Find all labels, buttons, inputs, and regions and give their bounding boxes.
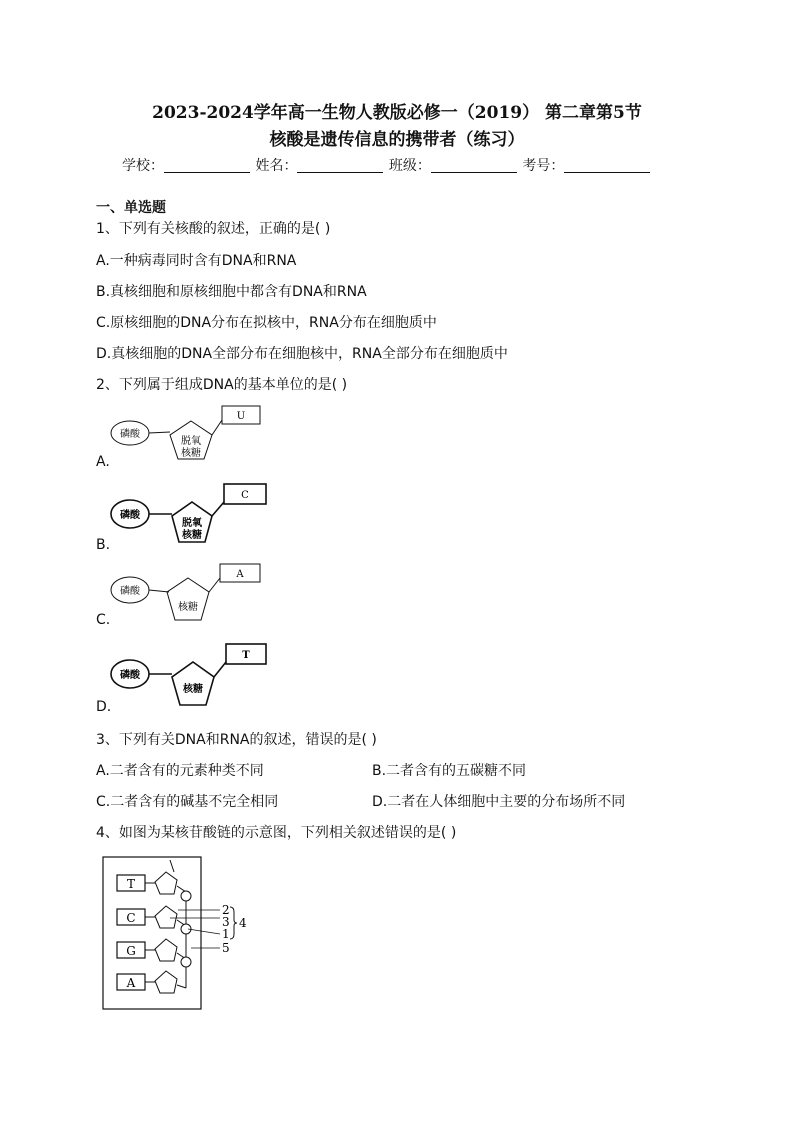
q2-option-a-label: A. [96, 454, 110, 470]
base-label: A [236, 569, 244, 580]
q3-option-c: C.二者含有的碱基不完全相同 [96, 794, 279, 810]
q1-option-b: B.真核细胞和原核细胞中都含有DNA和RNA [96, 284, 367, 300]
sugar-label-1: 核糖 [178, 602, 198, 613]
q1-stem: 1、下列有关核酸的叙述，正确的是( ) [96, 221, 331, 237]
sugar-label-2: 核糖 [182, 530, 202, 541]
section-title: 一、单选题 [96, 200, 166, 216]
q4-nucleotide-chain-figure [100, 852, 260, 1012]
exam-no-label: 考号： [522, 158, 565, 174]
q2-option-c-nucleotide [108, 562, 268, 626]
q3-option-a: A.二者含有的元素种类不同 [96, 763, 264, 779]
phosphate-label: 磷酸 [120, 510, 140, 521]
q2-option-d-label: D. [96, 699, 112, 715]
q2-option-b-nucleotide [108, 482, 272, 548]
name-label: 姓名： [255, 158, 298, 174]
exam-no-blank[interactable] [564, 158, 650, 173]
sugar-label-2: 核糖 [181, 448, 201, 459]
label-4: 4 [239, 916, 247, 930]
q1-option-d: D.真核细胞的DNA全部分布在细胞核中，RNA全部分布在细胞质中 [96, 346, 508, 362]
sugar-label-1: 核糖 [183, 684, 203, 695]
base-label: A [126, 976, 136, 990]
label-5: 5 [222, 941, 230, 955]
base-label: U [236, 411, 246, 422]
q2-option-c-label: C. [96, 612, 111, 628]
q4-stem: 4、如图为某核苷酸链的示意图，下列相关叙述错误的是( ) [96, 825, 457, 841]
sugar-label-1: 脱氧 [182, 518, 202, 529]
brace [230, 907, 237, 939]
base-label: C [241, 490, 249, 501]
q3-option-b: B.二者含有的五碳糖不同 [372, 763, 527, 779]
student-info-row [122, 155, 651, 175]
school-label: 学校： [122, 158, 164, 174]
base-label: C [126, 911, 136, 925]
label-1: 1 [222, 927, 230, 941]
sugar-label-1: 脱氧 [181, 436, 201, 447]
school-blank[interactable] [164, 158, 250, 173]
sugar-shape [155, 906, 177, 928]
q3-option-d: D.二者在人体细胞中主要的分布场所不同 [372, 794, 626, 810]
q1-option-c: C.原核细胞的DNA分布在拟核中，RNA分布在细胞质中 [96, 315, 437, 331]
phosphate-label: 磷酸 [120, 586, 140, 597]
phosphate-circle [181, 891, 191, 901]
base-label: G [126, 944, 136, 958]
phosphate-label: 磷酸 [120, 429, 140, 440]
label-3: 3 [222, 915, 230, 929]
title-line-1: 2023-2024学年高一生物人教版必修一（2019） 第二章第5节 [152, 103, 642, 123]
phosphate-circle [181, 957, 191, 967]
q2-option-d-nucleotide [108, 640, 272, 710]
sugar-shape [155, 971, 177, 993]
q3-stem: 3、下列有关DNA和RNA的叙述，错误的是( ) [96, 732, 377, 748]
q1-option-a: A.一种病毒同时含有DNA和RNA [96, 253, 297, 269]
sugar-shape [155, 872, 177, 894]
q2-stem: 2、下列属于组成DNA的基本单位的是( ) [96, 377, 348, 393]
label-2: 2 [222, 903, 230, 917]
q2-option-b-label: B. [96, 537, 111, 553]
name-blank[interactable] [297, 158, 383, 173]
title-line-2: 核酸是遗传信息的携带者（练习） [269, 130, 525, 150]
sugar-shape [167, 578, 209, 620]
class-blank[interactable] [431, 158, 517, 173]
sugar-shape [155, 939, 177, 961]
base-label: T [242, 650, 250, 661]
q2-option-a-nucleotide [108, 402, 268, 464]
class-label: 班级： [388, 158, 431, 174]
phosphate-label: 磷酸 [120, 670, 140, 681]
base-label: T [126, 877, 136, 891]
